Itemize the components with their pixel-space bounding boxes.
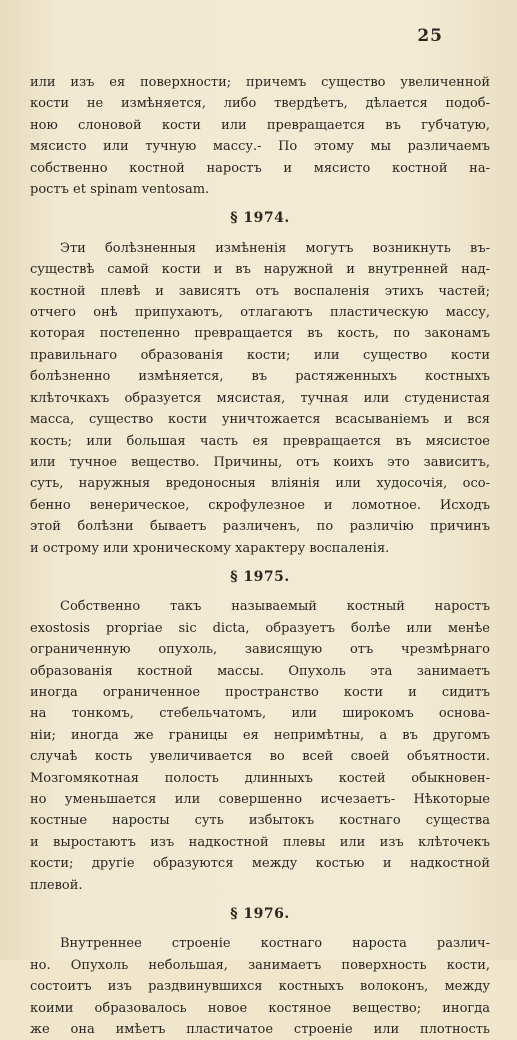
- text-line: ростъ et spinam ventosam.: [30, 182, 210, 198]
- text-line: ніи; иногда же границы ея непримѣтны, а въ другомъ: [30, 727, 490, 743]
- text-line: Эти болѣзненныя измѣненія могутъ возникнуть въ-: [60, 240, 490, 256]
- paragraph-2: [30, 238, 490, 559]
- text-line: но уменьшается или совершенно исчезаетъ- Нѣкоторые: [30, 792, 490, 807]
- section-heading-1974: § 1974.: [230, 210, 290, 227]
- text-line: этой болѣзни бываетъ различенъ, по различію причинъ: [30, 519, 490, 535]
- text-line: Мозгомякотная полость длинныхъ костей обыкновен-: [30, 770, 490, 786]
- section-heading-1975: § 1975.: [230, 568, 290, 585]
- text-line: болѣзненно измѣняется, въ растяженныхъ костныхъ: [30, 369, 490, 385]
- text-line: случаѣ кость увеличивается во всей своей объятности.: [30, 749, 490, 765]
- text-line: правильнаго образованія кости; или существо кости: [30, 347, 490, 363]
- text-line: существѣ самой кости и въ наружной и внутренней над-: [30, 262, 490, 278]
- text-line: кости; другіе образуются между костью и надкостной: [30, 856, 490, 872]
- text-line: собственно костной наростъ и мясисто костной на-: [30, 160, 490, 176]
- text-line: коими образовалось новое костяное вещество; иногда: [30, 1000, 490, 1016]
- text-line: клѣточкахъ образуется мясистая, тучная или студенистая: [30, 390, 490, 406]
- text-line: кость; или большая часть ея превращается въ мясистое: [30, 433, 490, 449]
- text-line: масса, существо кости уничтожается всасываніемъ и вся: [30, 412, 490, 428]
- text-line: ною слоновой кости или превращается въ губчатую,: [30, 117, 490, 133]
- text-line: суть, наружныя вредоносныя вліянія или худосочія, осо-: [30, 476, 490, 492]
- text-line: иногда ограниченное пространство кости и сидитъ: [30, 684, 490, 700]
- text-line: образованія костной массы. Опухоль эта занимаетъ: [30, 663, 490, 679]
- text-line: костной плевѣ и зависятъ отъ воспаленія этихъ частей;: [30, 283, 490, 299]
- text-line: мясисто или тучную массу.- По этому мы различаемъ: [30, 139, 490, 155]
- text-line: на тонкомъ, стебельчатомъ, или широкомъ основа-: [30, 706, 490, 722]
- text-line: но. Опухоль небольшая, занимаетъ поверхность кости,: [30, 957, 490, 973]
- text-line: кости не измѣняется, либо твердѣетъ, дѣлается подоб-: [30, 96, 490, 112]
- text-line: бенно венерическое, скрофулезное и ломотное. Исходъ: [30, 497, 490, 513]
- text-line: которая постепенно превращается въ кость, по законамъ: [30, 326, 490, 342]
- text-line: костные наросты суть избытокъ костнаго существа: [30, 813, 490, 829]
- paragraph-3: [30, 596, 490, 896]
- text-line: же она имѣетъ пластичатое строеніе или плотность: [30, 1022, 490, 1038]
- text-line: или изъ ея поверхности; причемъ существо увеличенной: [30, 75, 490, 90]
- text-line: или тучное вещество. Причины, отъ коихъ это зависитъ,: [30, 454, 490, 470]
- page-number: 25: [417, 26, 443, 46]
- text-line: и острому или хроническому характеру воспаленія.: [30, 540, 390, 556]
- text-line: и выростаютъ изъ надкостной плевы или изъ клѣточекъ: [30, 834, 490, 850]
- text-line: состоитъ изъ раздвинувшихся костныхъ волоконъ, между: [30, 979, 490, 995]
- text-line: ограниченную опухоль, зависящую отъ чрезмѣрнаго: [30, 642, 490, 658]
- page-text: [30, 72, 490, 1040]
- text-line: Собственно такъ называемый костный наростъ: [60, 599, 490, 615]
- paragraph-4: [30, 933, 490, 1040]
- text-line: Внутреннее строеніе костнаго нароста различ-: [60, 936, 490, 952]
- text-line: отчего онѣ припухаютъ, отлагаютъ пластическую массу,: [30, 305, 490, 321]
- text-line: exostosis propriae sic dicta, образуетъ болѣе или менѣе: [30, 620, 490, 636]
- section-heading-1976: § 1976.: [230, 906, 290, 923]
- paragraph-1: [30, 72, 490, 200]
- text-line: плевой.: [30, 877, 83, 893]
